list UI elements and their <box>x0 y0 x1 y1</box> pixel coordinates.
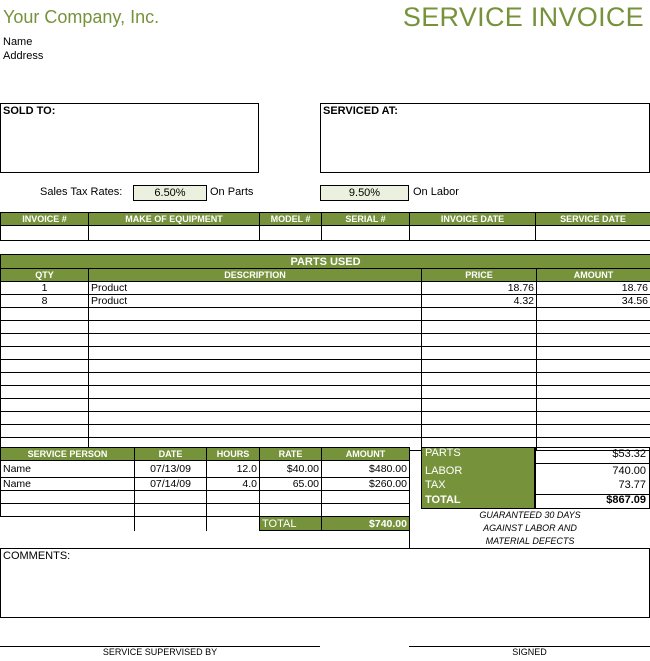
table-row <box>1 308 650 321</box>
parts-total-label: PARTS <box>425 447 461 459</box>
qty-cell[interactable] <box>1 425 89 438</box>
description-cell[interactable] <box>89 412 422 425</box>
model-number-cell[interactable] <box>260 226 322 241</box>
labor-amount-cell: $480.00 <box>322 461 410 478</box>
qty-cell[interactable] <box>1 321 89 334</box>
amount-cell <box>537 347 650 360</box>
sales-tax-label: Sales Tax Rates: <box>40 186 123 198</box>
sold-to-box[interactable] <box>0 103 259 173</box>
guarantee-note: GUARANTEED 30 DAYS AGAINST LABOR AND MATERIAL DEFECTS <box>409 509 650 549</box>
signed-signature-line[interactable]: SIGNED <box>409 646 650 657</box>
labor-total-label: TOTAL <box>260 517 322 531</box>
company-name: Your Company, Inc. <box>3 7 160 27</box>
description-cell[interactable] <box>89 360 422 373</box>
make-of-equipment-cell[interactable] <box>89 226 260 241</box>
invoice-info-row <box>1 226 650 241</box>
serial-number-cell[interactable] <box>322 226 410 241</box>
labor-amount-cell: $260.00 <box>322 478 410 491</box>
rate-cell[interactable]: $40.00 <box>260 461 322 478</box>
description-cell[interactable] <box>89 347 422 360</box>
description-header: DESCRIPTION <box>89 269 422 282</box>
service-person-header: SERVICE PERSON <box>1 448 135 461</box>
labor-date-cell[interactable]: 07/14/09 <box>135 478 207 491</box>
price-header: PRICE <box>422 269 537 282</box>
price-cell[interactable] <box>422 321 537 334</box>
parts-total-value: $53.32 <box>612 448 646 460</box>
table-row <box>1 334 650 347</box>
rate-header: RATE <box>260 448 322 461</box>
tax-value: 73.77 <box>618 479 646 491</box>
invoice-info-table <box>0 212 650 241</box>
amount-cell <box>537 373 650 386</box>
table-row <box>1 347 650 360</box>
qty-cell[interactable] <box>1 308 89 321</box>
invoice-number-cell[interactable] <box>1 226 89 241</box>
table-row <box>1 504 410 517</box>
qty-cell[interactable] <box>1 334 89 347</box>
invoice-date-cell[interactable] <box>410 226 536 241</box>
qty-cell[interactable] <box>1 373 89 386</box>
description-cell[interactable] <box>89 308 422 321</box>
supervised-signature-line[interactable]: SERVICE SUPERVISED BY <box>0 646 320 657</box>
table-row <box>1 373 650 386</box>
table-row <box>1 478 410 491</box>
price-cell[interactable] <box>422 425 537 438</box>
labor-amount-header: AMOUNT <box>322 448 410 461</box>
price-cell[interactable] <box>422 386 537 399</box>
qty-cell[interactable] <box>1 399 89 412</box>
model-number-header: MODEL # <box>260 213 322 226</box>
parts-tax-rate-field[interactable]: 6.50% <box>133 185 207 201</box>
invoice-number-header: INVOICE # <box>1 213 89 226</box>
price-cell[interactable] <box>422 334 537 347</box>
customer-name-line: Name <box>3 36 33 48</box>
description-cell[interactable] <box>89 425 422 438</box>
grand-total-value: $867.09 <box>606 494 646 506</box>
price-cell[interactable] <box>422 412 537 425</box>
address-line: Address <box>3 50 44 62</box>
description-cell[interactable] <box>89 386 422 399</box>
table-row <box>1 321 650 334</box>
amount-cell <box>537 399 650 412</box>
amount-cell <box>537 334 650 347</box>
price-cell[interactable]: 4.32 <box>422 295 537 308</box>
serviced-at-label: SERVICED AT: <box>323 105 398 117</box>
parts-used-title: PARTS USED <box>1 255 650 269</box>
qty-cell[interactable] <box>1 386 89 399</box>
grand-total-label: TOTAL <box>425 494 461 506</box>
price-cell[interactable] <box>422 399 537 412</box>
labor-date-header: DATE <box>135 448 207 461</box>
qty-cell[interactable] <box>1 412 89 425</box>
qty-header: QTY <box>1 269 89 282</box>
table-row <box>1 425 650 438</box>
amount-cell <box>537 308 650 321</box>
labor-total-value: $740.00 <box>322 517 410 531</box>
labor-table <box>0 447 410 531</box>
qty-cell[interactable] <box>1 360 89 373</box>
description-cell[interactable]: Product <box>89 282 422 295</box>
amount-header: AMOUNT <box>537 269 650 282</box>
table-row <box>1 386 650 399</box>
labor-tax-label: On Labor <box>413 186 459 198</box>
amount-cell: 18.76 <box>537 282 650 295</box>
labor-total-row <box>1 517 410 531</box>
invoice-date-header: INVOICE DATE <box>410 213 536 226</box>
comments-label: COMMENTS: <box>3 550 71 562</box>
service-date-cell[interactable] <box>536 226 650 241</box>
service-date-header: SERVICE DATE <box>536 213 650 226</box>
table-row <box>1 461 410 478</box>
price-cell[interactable] <box>422 347 537 360</box>
description-cell[interactable]: Product <box>89 295 422 308</box>
serviced-at-box[interactable] <box>320 103 650 173</box>
table-row <box>1 295 650 308</box>
price-cell[interactable] <box>422 360 537 373</box>
service-person-cell[interactable]: Name <box>1 461 135 478</box>
price-cell[interactable] <box>422 373 537 386</box>
parts-used-table <box>0 254 650 451</box>
price-cell[interactable] <box>422 308 537 321</box>
labor-tax-rate-field[interactable]: 9.50% <box>320 185 409 201</box>
amount-cell <box>537 412 650 425</box>
table-row <box>1 491 410 504</box>
amount-cell <box>537 360 650 373</box>
labor-date-cell[interactable]: 07/13/09 <box>135 461 207 478</box>
parts-tax-label: On Parts <box>210 186 254 198</box>
price-cell[interactable]: 18.76 <box>422 282 537 295</box>
serial-number-header: SERIAL # <box>322 213 410 226</box>
amount-cell <box>537 386 650 399</box>
rate-cell[interactable]: 65.00 <box>260 478 322 491</box>
labor-total-summary-value: 740.00 <box>612 465 646 477</box>
invoice-title: SERVICE INVOICE <box>402 2 644 32</box>
description-cell[interactable] <box>89 321 422 334</box>
amount-cell: 34.56 <box>537 295 650 308</box>
amount-cell <box>537 425 650 438</box>
hours-header: HOURS <box>207 448 260 461</box>
table-row <box>1 399 650 412</box>
description-cell[interactable] <box>89 334 422 347</box>
qty-cell[interactable]: 8 <box>1 295 89 308</box>
service-person-cell[interactable]: Name <box>1 478 135 491</box>
table-row <box>1 282 650 295</box>
amount-cell <box>537 321 650 334</box>
table-row <box>1 412 650 425</box>
description-cell[interactable] <box>89 399 422 412</box>
tax-label: TAX <box>425 479 446 491</box>
sold-to-label: SOLD TO: <box>3 105 56 117</box>
hours-cell[interactable]: 4.0 <box>207 478 260 491</box>
description-cell[interactable] <box>89 373 422 386</box>
make-of-equipment-header: MAKE OF EQUIPMENT <box>89 213 260 226</box>
table-row <box>1 360 650 373</box>
totals-summary <box>421 447 650 509</box>
comments-box[interactable] <box>0 548 650 618</box>
labor-total-summary-label: LABOR <box>425 465 463 477</box>
hours-cell[interactable]: 12.0 <box>207 461 260 478</box>
qty-cell[interactable] <box>1 347 89 360</box>
qty-cell[interactable]: 1 <box>1 282 89 295</box>
